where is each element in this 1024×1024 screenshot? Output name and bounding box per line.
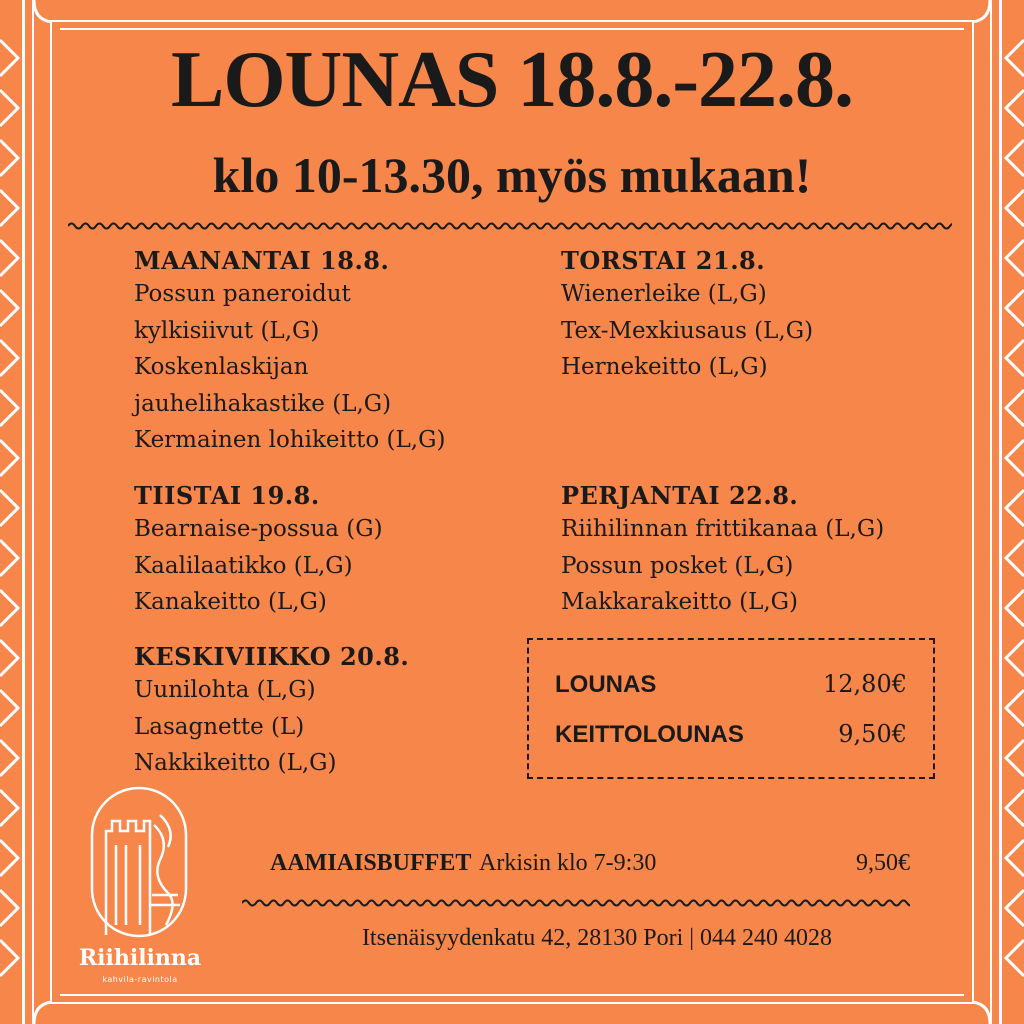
day-wednesday — [134, 642, 409, 782]
tower-logo-icon — [60, 785, 220, 945]
dish-item: Lasagnette (L) — [134, 713, 305, 740]
dish-item: Koskenlaskijan — [134, 354, 309, 380]
price-value: 9,50€ — [838, 720, 907, 748]
riihilinna-logo — [60, 785, 220, 1000]
day-monday — [134, 246, 445, 459]
day-thursday — [561, 246, 813, 386]
breakfast-description: Arkisin klo 7-9:30 — [479, 850, 657, 876]
day-tuesday — [134, 481, 383, 621]
dish-item: kylkisiivut (L,G) — [134, 317, 320, 344]
price-row-lunch — [555, 670, 907, 699]
wavy-divider-top — [68, 220, 952, 232]
page-subtitle: klo 10-13.30, myös mukaan! — [212, 147, 812, 203]
price-box — [527, 638, 935, 779]
dish-item: Possun posket (L,G) — [561, 552, 794, 579]
price-label: LOUNAS — [555, 671, 657, 698]
dish-item: Nakkikeitto (L,G) — [134, 750, 337, 776]
dish-item: Kaalilaatikko (L,G) — [134, 552, 353, 579]
dish-item: Makkarakeitto (L,G) — [561, 589, 799, 615]
day-title: TIISTAI 19.8. — [134, 481, 320, 510]
dish-item: Wienerleike (L,G) — [561, 281, 767, 307]
breakfast-row — [270, 848, 910, 877]
dish-item: Riihilinnan frittikanaa (L,G) — [561, 516, 885, 542]
dish-item: Kanakeitto (L,G) — [134, 589, 327, 615]
logo-tagline: kahvila-ravintola — [102, 975, 178, 984]
dish-item: jauhelihakastike (L,G) — [134, 390, 392, 417]
dish-item: Tex-Mexkiusaus (L,G) — [561, 317, 814, 344]
dish-item: Kermainen lohikeitto (L,G) — [134, 427, 446, 453]
dish-item: Hernekeitto (L,G) — [561, 354, 768, 380]
price-row-soup — [555, 720, 907, 749]
logo-name: Riihilinna — [78, 945, 202, 971]
price-label: KEITTOLOUNAS — [555, 721, 744, 748]
page-title: LOUNAS 18.8.-22.8. — [170, 36, 854, 124]
day-title: TORSTAI 21.8. — [561, 246, 766, 275]
breakfast-price: 9,50€ — [856, 850, 910, 876]
dish-item: Possun paneroidut — [134, 281, 351, 307]
dish-item: Uunilohta (L,G) — [134, 677, 316, 703]
footer-address: Itsenäisyydenkatu 42, 28130 Pori | 044 240 4028 — [361, 925, 833, 951]
day-friday — [561, 481, 884, 621]
price-value: 12,80€ — [823, 670, 907, 698]
dish-item: Bearnaise-possua (G) — [134, 516, 383, 542]
breakfast-label: AAMIAISBUFFET — [270, 850, 472, 876]
day-title: MAANANTAI 18.8. — [134, 246, 390, 275]
day-title: PERJANTAI 22.8. — [561, 481, 799, 510]
wavy-divider-bottom — [242, 897, 910, 909]
day-title: KESKIVIIKKO 20.8. — [134, 642, 410, 671]
